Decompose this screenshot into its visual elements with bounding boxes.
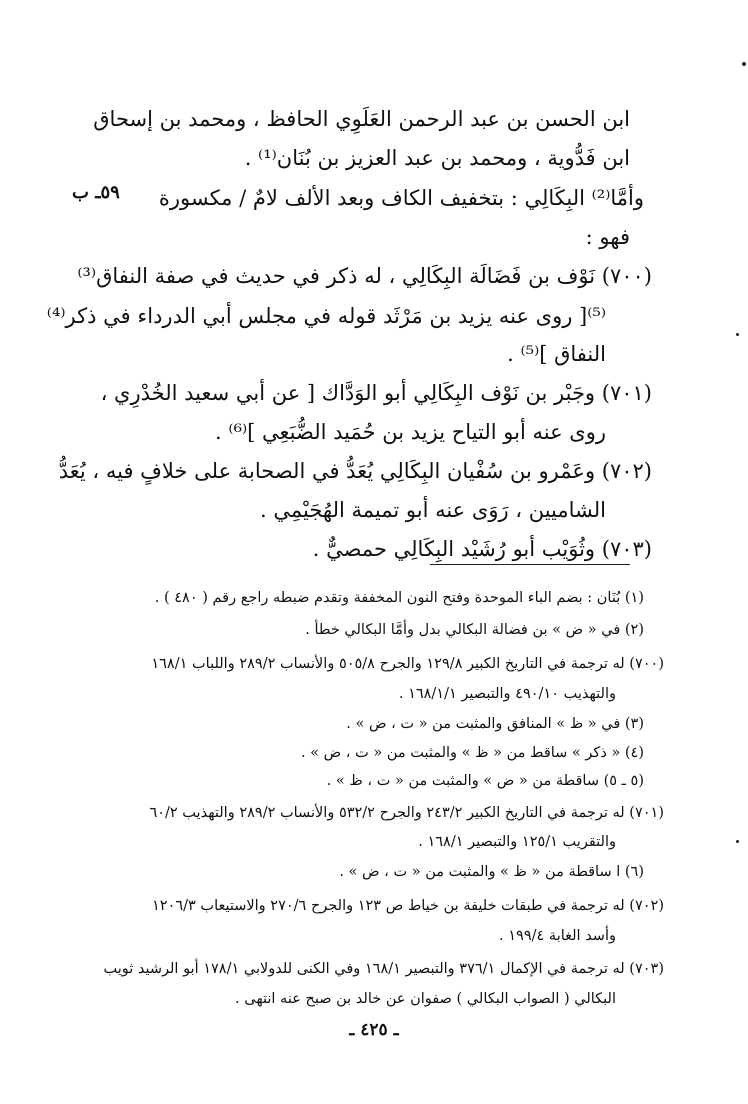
footnote-5: (٥ ـ ٥) ساقطة من « ض » والمثبت من « ت ، ظ » . — [326, 773, 644, 789]
entry-700-line-2: ⁽⁵⁾[ روى عنه يزيد بن مَرْثَد قوله في مجلس أبي الدرداء في ذكر⁽⁴⁾ — [46, 304, 606, 328]
entry-703-line-1: (٧٠٣) وثُوَيْب أبو رُشَيْد البِكَالِي حمصيٌّ . — [312, 537, 652, 561]
footnote-1: (١) بُنَان : بضم الباء الموحدة وفتح النون المخففة وتقدم ضبطه راجع رقم ( ٤٨٠ ) . — [154, 590, 644, 606]
footnote-701-line-2: والتقريب ١٢٥/١ والتبصير ١٦٨/١ . — [418, 834, 616, 850]
scan-speck — [742, 62, 746, 66]
entry-702-line-1: (٧٠٢) وعَمْرو بن سُفْيان البِكَالِي يُعَدُّ في الصحابة على خلافٍ فيه ، يُعَدُّ — [58, 459, 652, 483]
scan-speck — [736, 840, 739, 843]
main-line-4: فهو : — [585, 225, 630, 249]
footnote-700-line-1: (٧٠٠) له ترجمة في التاريخ الكبير ١٢٩/٨ والجرح ٥٠٥/٨ والأنساب ٢٨٩/٢ واللباب ١٦٨/١ — [151, 656, 664, 672]
footnote-703-line-2: البكالي ( الصواب البكالي ) صفوان عن خالد بن صبح عنه انتهى . — [235, 991, 616, 1007]
footnote-700-line-2: والتهذيب ٤٩٠/١٠ والتبصير ١٦٨/١/١ . — [398, 686, 616, 702]
main-line-1: ابن الحسن بن عبد الرحمن العَلَوِي الحافظ ، ومحمد بن إسحاق — [93, 107, 630, 131]
page-number: ـ ٤٢٥ ـ — [349, 1020, 399, 1040]
entry-701-line-2: روى عنه أبو التياح يزيد بن حُمَيد الضُّبَعِي ]⁽⁶⁾ . — [215, 420, 606, 444]
footnote-702-line-2: وأسد الغابة ١٩٩/٤ . — [499, 928, 616, 944]
footnote-4: (٤) « ذكر » ساقط من « ظ » والمثبت من « ت ، ض » . — [300, 745, 644, 761]
footnote-703-line-1: (٧٠٣) له ترجمة في الإكمال ٣٧٦/١ والتبصير ١٦٨/١ وفي الكنى للدولابي ١٧٨/١ أبو الرشيد ثويب — [103, 961, 664, 977]
main-line-3: وأمَّا⁽²⁾ البِكَالِي : بتخفيف الكاف وبعد الألف لامٌ / مكسورة — [158, 186, 644, 210]
footnote-3: (٣) في « ظ » المنافق والمثبت من « ت ، ض » . — [346, 716, 644, 732]
footnote-2: (٢) في « ض » بن فضالة البكالي بدل وأمَّا البكالي خطأ . — [305, 622, 644, 638]
entry-702-line-2: الشاميين ، رَوَى عنه أبو تميمة الهُجَيْمِي . — [260, 498, 606, 522]
entry-700-line-1: (٧٠٠) نَوْف بن فَضَالَة البِكَالِي ، له ذكر في حديث في صفة النفاق⁽³⁾ — [77, 264, 652, 288]
footnote-701-line-1: (٧٠١) له ترجمة في التاريخ الكبير ٢٤٣/٢ والجرح ٥٣٢/٢ والأنساب ٢٨٩/٢ والتهذيب ٦٠/٢ — [149, 805, 664, 821]
scan-speck — [736, 333, 739, 336]
footnote-6: (٦) ا ساقطة من « ظ » والمثبت من « ت ، ض » . — [339, 864, 644, 880]
main-line-2: ابن فَدُّوية ، ومحمد بن عبد العزيز بن بُنَان⁽¹⁾ . — [244, 146, 630, 170]
folio-marker: ٥٩ـ ب — [72, 182, 120, 203]
entry-701-line-1: (٧٠١) وجَبْر بن نَوْف البِكَالِي أبو الوَدَّاك [ عن أبي سعيد الخُدْرِي ، — [100, 381, 652, 405]
entry-700-line-3: النفاق ]⁽⁵⁾ . — [507, 342, 606, 366]
footnote-702-line-1: (٧٠٢) له ترجمة في طبقات خليفة بن خياط ص ١٢٣ والجرح ٢٧٠/٦ والاستيعاب ١٢٠٦/٣ — [151, 898, 664, 914]
footnote-divider — [430, 564, 630, 565]
